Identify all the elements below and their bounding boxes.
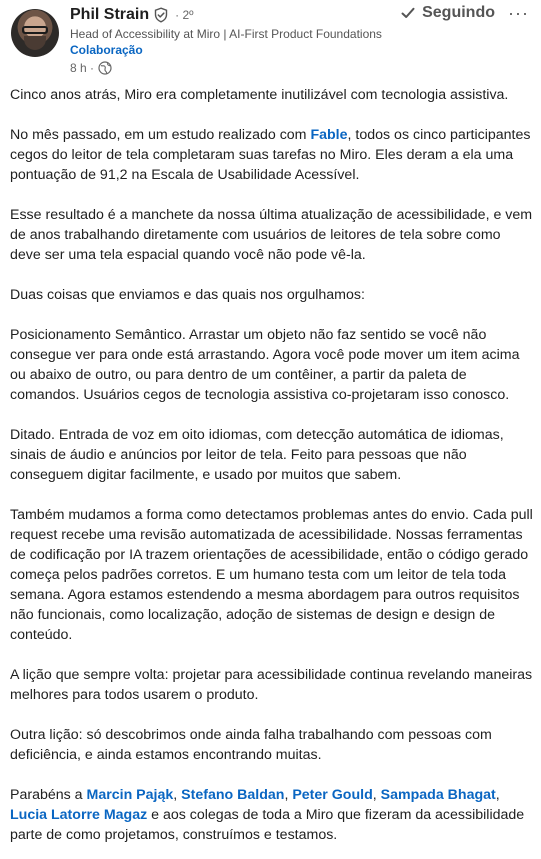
- more-icon[interactable]: ···: [508, 3, 529, 23]
- collab-label[interactable]: Colaboração: [70, 43, 143, 57]
- post-text: e aos colegas de toda a Miro que fizeram da acessibilidade parte de como projetamos, construímos e testamos.: [10, 807, 525, 843]
- post-paragraph-10: [10, 785, 534, 845]
- post-text: ,: [372, 787, 381, 803]
- post-paragraph-3: Esse resultado é a manchete da nossa última atualização de acessibilidade, e vem de anos trabalhando diretamente com usuários de leitores de tela sobre como deve ser uma tela espacial quando você não pode vê-la.: [10, 207, 533, 263]
- post-text: ,: [284, 787, 293, 803]
- post-paragraph-1: Cinco anos atrás, Miro era completamente inutilizável com tecnologia assistiva.: [10, 87, 509, 103]
- post-time-text: 8 h ·: [70, 61, 95, 75]
- post-paragraph-6: Ditado. Entrada de voz em oito idiomas, com detecção automática de idiomas, sinais de áudio e anúncios por leitor de tela. Feito para pessoas que não conseguem digitar facilmente, e usado por muitos que sabem.: [10, 427, 504, 483]
- following-label: Seguindo: [422, 4, 495, 21]
- connection-degree: · 2º: [175, 8, 194, 22]
- post-paragraph-8: A lição que sempre volta: projetar para acessibilidade continua revelando maneiras melhores para todos usarem o produto.: [10, 667, 533, 703]
- post-text: ,: [495, 787, 500, 803]
- post-paragraph-5: Posicionamento Semântico. Arrastar um objeto não faz sentido se você não consegue ver para onde está arrastando. Agora você pode mover um item acima ou abaixo de outro, ou para dentro de um contêiner, a partir da paleta de comandos. Usuários cegos de tecnologia assistiva co-projetaram isso conosco.: [10, 327, 520, 403]
- post-text: , todos os cinco participantes cegos do leitor de tela completaram suas tarefas no Miro. Eles deram a ela uma pontuação de 91,2 na Escala de Usabilidade Acessível.: [10, 127, 531, 183]
- author-name-row: [70, 6, 194, 24]
- post-paragraph-4: Duas coisas que enviamos e das quais nos orgulhamos:: [10, 287, 365, 303]
- globe-icon: [98, 61, 112, 75]
- avatar[interactable]: [11, 9, 59, 57]
- post-body: [10, 85, 534, 845]
- post-header: [0, 0, 541, 82]
- avatar-beard: [24, 36, 46, 50]
- verified-icon: [153, 7, 169, 23]
- post-paragraph-7: Também mudamos a forma como detectamos problemas antes do envio. Cada pull request recebe uma revisão automatizada de acessibilidade. Nossas ferramentas de codificação por IA trazem orientações de acessibilidade, então o código gerado começa pelos padrões corretos. E um humano testa com um leitor de tela toda semana. Agora estamos estendendo a mesma abordagem para outros requisitos não funcionais, como localização, adoção de sistemas de design e design de conteúdo.: [10, 507, 533, 643]
- post-paragraph-2: [10, 125, 534, 185]
- mention-peter-gould[interactable]: Peter Gould: [292, 787, 373, 803]
- mention-fable[interactable]: Fable: [310, 127, 348, 143]
- post-text: Parabéns a: [10, 787, 87, 803]
- mention-lucia-latorre-magaz[interactable]: Lucia Latorre Magaz: [10, 807, 148, 823]
- following-button[interactable]: [400, 4, 495, 22]
- mention-stefano-baldan[interactable]: Stefano Baldan: [181, 787, 285, 803]
- avatar-glasses: [22, 26, 48, 34]
- author-name[interactable]: Phil Strain: [70, 6, 150, 23]
- post-paragraph-9: Outra lição: só descobrimos onde ainda falha trabalhando com pessoas com deficiência, e ainda estamos encontrando muitas.: [10, 727, 492, 763]
- author-headline: Head of Accessibility at Miro | AI-First Product Foundations: [70, 27, 382, 41]
- post-text: ,: [173, 787, 182, 803]
- check-icon: [400, 5, 416, 21]
- post-text: No mês passado, em um estudo realizado com: [10, 127, 311, 143]
- mention-marcin-pajak[interactable]: Marcin Pająk: [86, 787, 174, 803]
- post-time: [70, 61, 112, 75]
- mention-sampada-bhagat[interactable]: Sampada Bhagat: [380, 787, 496, 803]
